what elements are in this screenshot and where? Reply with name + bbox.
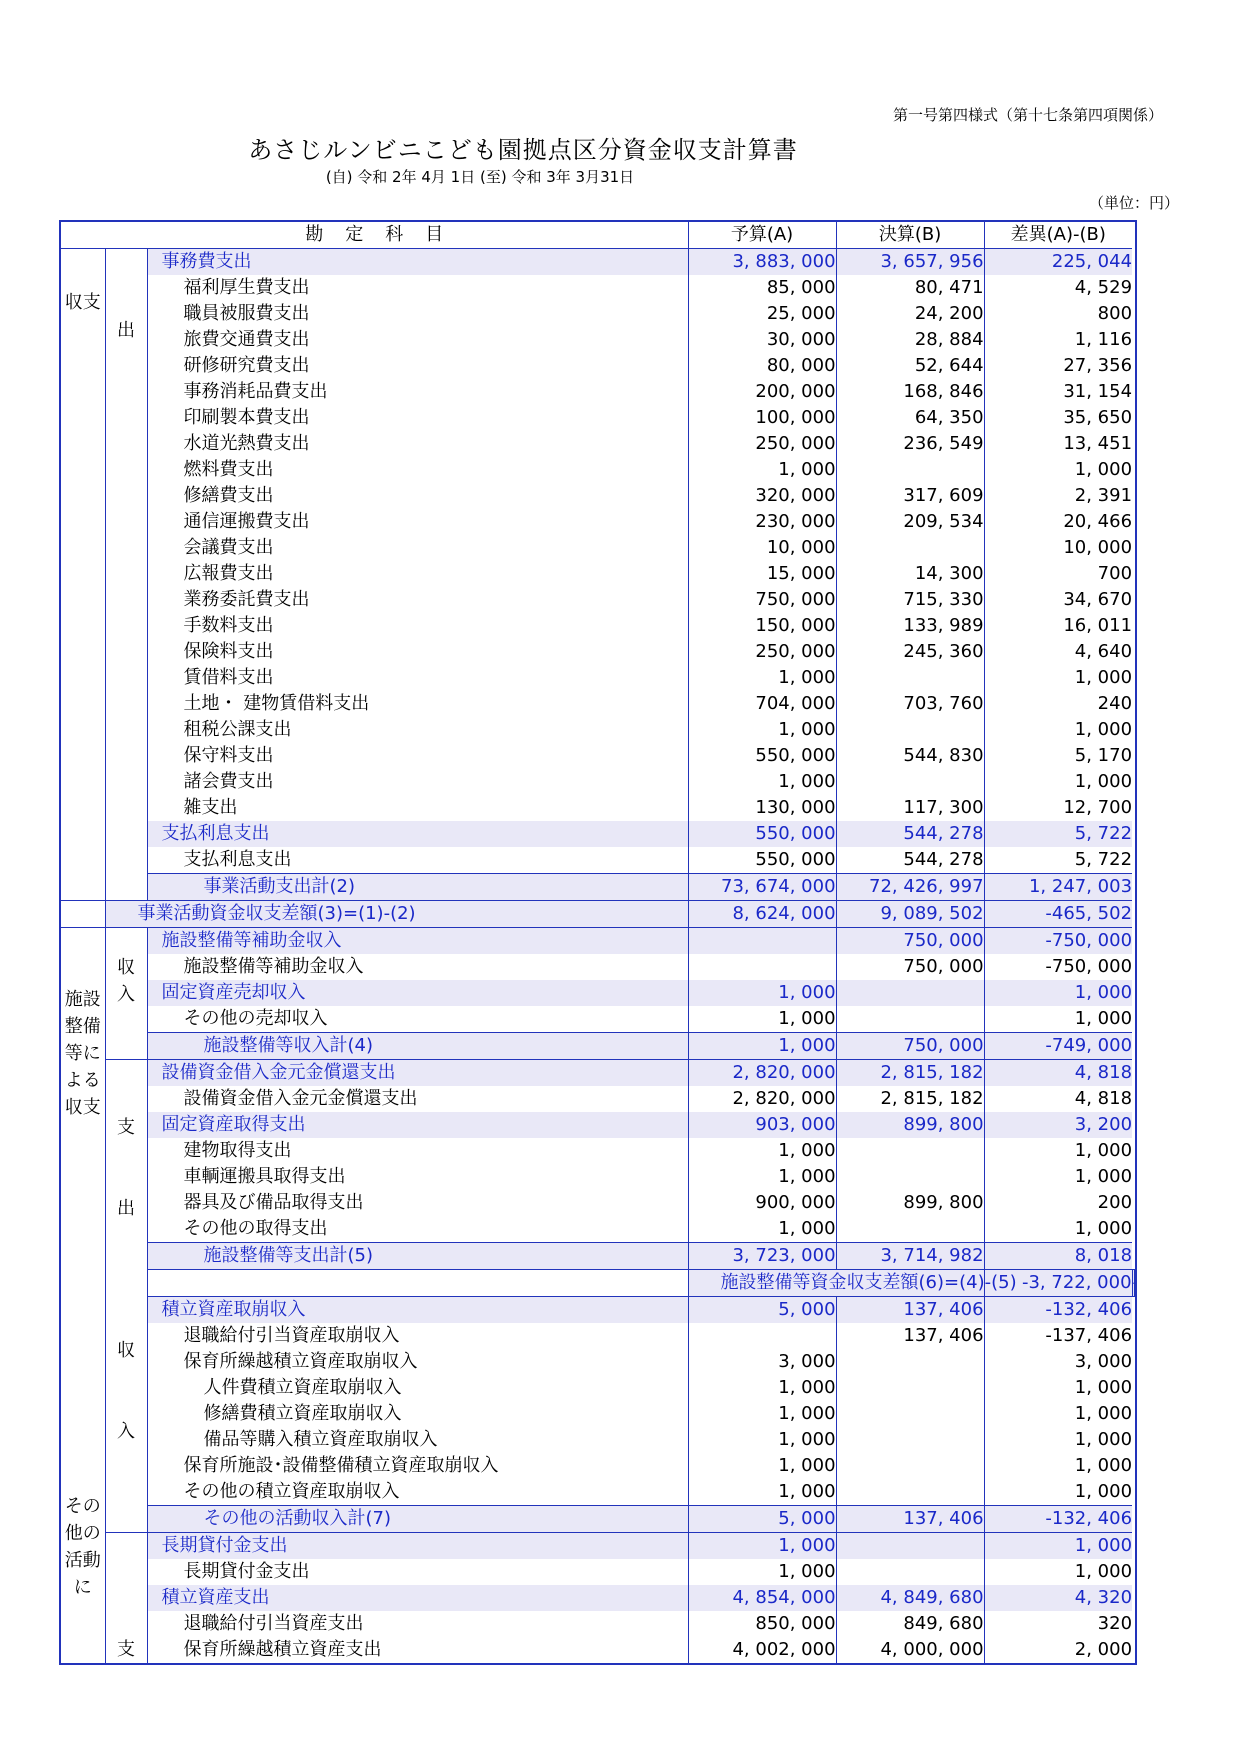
diff-value: -132, 406 bbox=[984, 1297, 1132, 1324]
table-row bbox=[60, 1216, 1136, 1243]
budget-value: 1, 000 bbox=[688, 769, 836, 795]
budget-value: 3, 883, 000 bbox=[688, 249, 836, 276]
diff-value: 3, 000 bbox=[984, 1349, 1132, 1375]
account-label: その他の売却収入 bbox=[183, 1008, 328, 1029]
table-row bbox=[60, 795, 1136, 821]
table-row bbox=[60, 1427, 1136, 1453]
budget-value: 1, 000 bbox=[688, 980, 836, 1006]
diff-value: 1, 000 bbox=[984, 665, 1132, 691]
account-label: 通信運搬費支出 bbox=[183, 511, 310, 532]
budget-value: 30, 000 bbox=[688, 327, 836, 353]
diff-value: 1, 000 bbox=[984, 1559, 1132, 1585]
budget-value: 1, 000 bbox=[688, 1006, 836, 1033]
account-label: 保守料支出 bbox=[183, 745, 274, 766]
budget-value: 100, 000 bbox=[688, 405, 836, 431]
diff-value: 1, 247, 003 bbox=[984, 874, 1132, 901]
budget-value: 1, 000 bbox=[688, 665, 836, 691]
table-row bbox=[60, 1190, 1136, 1216]
table-row bbox=[60, 1401, 1136, 1427]
unit-label: （単位：円） bbox=[1088, 194, 1179, 212]
account-label: 事務費支出 bbox=[147, 249, 688, 276]
actual-value: 236, 549 bbox=[836, 431, 984, 457]
budget-value: 15, 000 bbox=[688, 561, 836, 587]
diff-value: 800 bbox=[984, 301, 1132, 327]
table-row bbox=[60, 353, 1136, 379]
fiscal-period: (自) 令和 2年 4月 1日 (至) 令和 3年 3月31日 bbox=[325, 168, 635, 186]
account-label: 職員被服費支出 bbox=[183, 303, 310, 324]
diff-value: 4, 818 bbox=[984, 1086, 1132, 1112]
diff-value: 225, 044 bbox=[984, 249, 1132, 276]
account-label: 長期貸付金支出 bbox=[147, 1533, 688, 1560]
table-row bbox=[60, 327, 1136, 353]
account-label: 施設整備等補助金収入 bbox=[147, 928, 688, 955]
actual-value: 80, 471 bbox=[836, 275, 984, 301]
table-row bbox=[60, 561, 1136, 587]
diff-value: -750, 000 bbox=[984, 954, 1132, 980]
actual-value: 28, 884 bbox=[836, 327, 984, 353]
diff-value bbox=[1134, 1270, 1136, 1297]
diff-value: 5, 722 bbox=[984, 847, 1132, 874]
actual-value bbox=[836, 457, 984, 483]
budget-value: 320, 000 bbox=[688, 483, 836, 509]
actual-value: 849, 680 bbox=[836, 1611, 984, 1637]
account-label: 修繕費積立資産取崩収入 bbox=[203, 1403, 402, 1424]
budget-value: 5, 000 bbox=[688, 1297, 836, 1324]
header-budget: 予算(A) bbox=[688, 221, 836, 249]
budget-value: 4, 854, 000 bbox=[688, 1585, 836, 1611]
table-row bbox=[60, 1297, 1136, 1324]
diff-value: 1, 000 bbox=[984, 717, 1132, 743]
diff-value: -749, 000 bbox=[984, 1033, 1132, 1060]
actual-value: 2, 815, 182 bbox=[836, 1086, 984, 1112]
account-label: 修繕費支出 bbox=[183, 485, 274, 506]
actual-value: 3, 714, 982 bbox=[836, 1243, 984, 1270]
account-label: 退職給付引当資産支出 bbox=[183, 1613, 364, 1634]
diff-value: -132, 406 bbox=[984, 1506, 1132, 1533]
budget-value: 10, 000 bbox=[688, 535, 836, 561]
account-label: 土地・ 建物賃借料支出 bbox=[183, 693, 370, 714]
budget-value: 903, 000 bbox=[688, 1112, 836, 1138]
account-label: 備品等購入積立資産取崩収入 bbox=[203, 1429, 438, 1450]
table-row bbox=[60, 405, 1136, 431]
actual-value: 2, 815, 182 bbox=[836, 1060, 984, 1087]
budget-value: 1, 000 bbox=[688, 1559, 836, 1585]
actual-value bbox=[836, 665, 984, 691]
table-row bbox=[60, 717, 1136, 743]
diff-value: 1, 000 bbox=[984, 1164, 1132, 1190]
budget-value: 25, 000 bbox=[688, 301, 836, 327]
account-label: 長期貸付金支出 bbox=[183, 1561, 310, 1582]
diff-value: 1, 116 bbox=[984, 327, 1132, 353]
budget-value: 1, 000 bbox=[688, 1375, 836, 1401]
table-row bbox=[60, 954, 1136, 980]
budget-value: 1, 000 bbox=[688, 1427, 836, 1453]
diff-value: 1, 000 bbox=[984, 1453, 1132, 1479]
subtotal-row bbox=[60, 1033, 1136, 1060]
account-label: 広報費支出 bbox=[183, 563, 274, 584]
actual-value: 9, 089, 502 bbox=[836, 901, 984, 928]
budget-value: 73, 674, 000 bbox=[688, 874, 836, 901]
account-label: 退職給付引当資産取崩収入 bbox=[183, 1325, 400, 1346]
account-label: 固定資産売却収入 bbox=[147, 980, 688, 1006]
account-label: 賃借料支出 bbox=[183, 667, 274, 688]
subtotal-row bbox=[60, 1506, 1136, 1533]
actual-value bbox=[836, 1453, 984, 1479]
diff-value: -750, 000 bbox=[984, 928, 1132, 955]
subtotal-row bbox=[60, 874, 1136, 901]
header-account: 勘定科目 bbox=[60, 221, 688, 249]
account-label: その他の取得支出 bbox=[183, 1218, 328, 1239]
diff-value: 27, 356 bbox=[984, 353, 1132, 379]
account-label: 福利厚生費支出 bbox=[183, 277, 310, 298]
budget-value: -3, 722, 000 bbox=[984, 1270, 1132, 1297]
diff-value: 1, 000 bbox=[984, 1138, 1132, 1164]
actual-value: 703, 760 bbox=[836, 691, 984, 717]
header-actual: 決算(B) bbox=[836, 221, 984, 249]
account-label: 積立資産取崩収入 bbox=[147, 1297, 688, 1324]
actual-value: 544, 278 bbox=[836, 847, 984, 874]
actual-value: 4, 849, 680 bbox=[836, 1585, 984, 1611]
actual-value bbox=[836, 1006, 984, 1033]
diff-value: 4, 640 bbox=[984, 639, 1132, 665]
account-label: 会議費支出 bbox=[183, 537, 274, 558]
table-row bbox=[60, 1533, 1136, 1560]
diff-value: -137, 406 bbox=[984, 1323, 1132, 1349]
budget-value: 1, 000 bbox=[688, 1453, 836, 1479]
table-row bbox=[60, 457, 1136, 483]
actual-value: 899, 800 bbox=[836, 1190, 984, 1216]
budget-value: 550, 000 bbox=[688, 821, 836, 847]
diff-value: 5, 722 bbox=[984, 821, 1132, 847]
budget-value: 2, 820, 000 bbox=[688, 1060, 836, 1087]
balance-row bbox=[60, 901, 1136, 928]
actual-value bbox=[836, 1427, 984, 1453]
budget-value: 200, 000 bbox=[688, 379, 836, 405]
table-row bbox=[60, 587, 1136, 613]
diff-value: 1, 000 bbox=[984, 1401, 1132, 1427]
actual-value bbox=[836, 1559, 984, 1585]
actual-value: 14, 300 bbox=[836, 561, 984, 587]
table-row bbox=[60, 1559, 1136, 1585]
account-label: 施設整備等支出計(5) bbox=[147, 1243, 688, 1270]
side-label-shu-nyu-2: 収 入 bbox=[105, 1297, 147, 1533]
balance-row bbox=[60, 1270, 1136, 1297]
diff-value: 10, 000 bbox=[984, 535, 1132, 561]
diff-value: 700 bbox=[984, 561, 1132, 587]
side-label-shushi: 収支 bbox=[60, 249, 105, 901]
actual-value bbox=[836, 535, 984, 561]
actual-value bbox=[836, 1216, 984, 1243]
account-label: 事業活動資金収支差額(3)=(1)-(2) bbox=[105, 901, 688, 928]
table-row bbox=[60, 1060, 1136, 1087]
table-row bbox=[60, 1637, 1136, 1664]
account-label: 事務消耗品費支出 bbox=[183, 381, 328, 402]
account-label: 積立資産支出 bbox=[147, 1585, 688, 1611]
budget-value: 704, 000 bbox=[688, 691, 836, 717]
budget-value: 1, 000 bbox=[688, 1033, 836, 1060]
budget-value: 8, 624, 000 bbox=[688, 901, 836, 928]
budget-value: 3, 000 bbox=[688, 1349, 836, 1375]
budget-value: 250, 000 bbox=[688, 431, 836, 457]
diff-value: -465, 502 bbox=[984, 901, 1132, 928]
budget-value: 80, 000 bbox=[688, 353, 836, 379]
budget-value: 1, 000 bbox=[688, 1401, 836, 1427]
actual-value bbox=[836, 1479, 984, 1506]
diff-value: 200 bbox=[984, 1190, 1132, 1216]
account-label: 事業活動支出計(2) bbox=[147, 874, 688, 901]
actual-value bbox=[836, 1401, 984, 1427]
account-label: 車輌運搬具取得支出 bbox=[183, 1166, 346, 1187]
actual-value: 899, 800 bbox=[836, 1112, 984, 1138]
actual-value: 168, 846 bbox=[836, 379, 984, 405]
actual-value: 3, 657, 956 bbox=[836, 249, 984, 276]
actual-value: 750, 000 bbox=[836, 928, 984, 955]
diff-value: 240 bbox=[984, 691, 1132, 717]
diff-value: 1, 000 bbox=[984, 769, 1132, 795]
account-label: 保険料支出 bbox=[183, 641, 274, 662]
account-label: 諸会費支出 bbox=[183, 771, 274, 792]
table-row bbox=[60, 821, 1136, 847]
account-label: 燃料費支出 bbox=[183, 459, 274, 480]
table-row bbox=[60, 743, 1136, 769]
actual-value bbox=[836, 1138, 984, 1164]
table-row bbox=[60, 928, 1136, 955]
actual-value: 750, 000 bbox=[836, 1033, 984, 1060]
budget-value: 1, 000 bbox=[688, 1216, 836, 1243]
account-label: 設備資金借入金元金償還支出 bbox=[183, 1088, 418, 1109]
budget-value: 230, 000 bbox=[688, 509, 836, 535]
budget-value: 2, 820, 000 bbox=[688, 1086, 836, 1112]
table-row bbox=[60, 1585, 1136, 1611]
account-label: 保育所繰越積立資産支出 bbox=[183, 1639, 382, 1660]
table-row bbox=[60, 613, 1136, 639]
actual-value: 24, 200 bbox=[836, 301, 984, 327]
table-row bbox=[60, 509, 1136, 535]
diff-value: 34, 670 bbox=[984, 587, 1132, 613]
budget-value: 1, 000 bbox=[688, 1533, 836, 1560]
account-label: 水道光熱費支出 bbox=[183, 433, 310, 454]
account-label: 施設整備等資金収支差額(6)=(4)-(5) bbox=[688, 1270, 984, 1297]
account-label: 支払利息支出 bbox=[147, 821, 688, 847]
cash-flow-table bbox=[59, 220, 1137, 1665]
account-label: 建物取得支出 bbox=[183, 1140, 292, 1161]
table-row bbox=[60, 249, 1136, 276]
side-label-sonota: その他の活動に bbox=[60, 1297, 105, 1665]
account-label: 租税公課支出 bbox=[183, 719, 292, 740]
diff-value: 1, 000 bbox=[984, 1479, 1132, 1506]
budget-value: 900, 000 bbox=[688, 1190, 836, 1216]
account-label: 雑支出 bbox=[183, 797, 238, 818]
actual-value: 64, 350 bbox=[836, 405, 984, 431]
diff-value: 5, 170 bbox=[984, 743, 1132, 769]
actual-value: 72, 426, 997 bbox=[836, 874, 984, 901]
budget-value bbox=[688, 954, 836, 980]
budget-value bbox=[688, 928, 836, 955]
table-row bbox=[60, 1479, 1136, 1506]
diff-value: 1, 000 bbox=[984, 457, 1132, 483]
diff-value: 16, 011 bbox=[984, 613, 1132, 639]
actual-value: 117, 300 bbox=[836, 795, 984, 821]
account-label: 手数料支出 bbox=[183, 615, 274, 636]
account-label: 保育所繰越積立資産取崩収入 bbox=[183, 1351, 418, 1372]
actual-value: 133, 989 bbox=[836, 613, 984, 639]
table-row bbox=[60, 1164, 1136, 1190]
budget-value: 1, 000 bbox=[688, 717, 836, 743]
account-label: 業務委託費支出 bbox=[183, 589, 310, 610]
account-label: 研修研究費支出 bbox=[183, 355, 310, 376]
actual-value bbox=[836, 769, 984, 795]
diff-value: 20, 466 bbox=[984, 509, 1132, 535]
diff-value: 1, 000 bbox=[984, 1533, 1132, 1560]
budget-value: 1, 000 bbox=[688, 1164, 836, 1190]
budget-value: 1, 000 bbox=[688, 1479, 836, 1506]
table-row bbox=[60, 1006, 1136, 1033]
form-number: 第一号第四様式（第十七条第四項関係） bbox=[892, 106, 1163, 124]
budget-value: 1, 000 bbox=[688, 1138, 836, 1164]
actual-value: 317, 609 bbox=[836, 483, 984, 509]
diff-value: 4, 529 bbox=[984, 275, 1132, 301]
budget-value: 4, 002, 000 bbox=[688, 1637, 836, 1664]
table-row bbox=[60, 847, 1136, 874]
table-row bbox=[60, 1323, 1136, 1349]
actual-value: 52, 644 bbox=[836, 353, 984, 379]
actual-value bbox=[836, 1533, 984, 1560]
table-row bbox=[60, 980, 1136, 1006]
table-row bbox=[60, 535, 1136, 561]
budget-value: 130, 000 bbox=[688, 795, 836, 821]
diff-value: 320 bbox=[984, 1611, 1132, 1637]
table-row bbox=[60, 379, 1136, 405]
diff-value: 8, 018 bbox=[984, 1243, 1132, 1270]
actual-value: 245, 360 bbox=[836, 639, 984, 665]
table-row bbox=[60, 1375, 1136, 1401]
side-label-shutsu: 出 bbox=[105, 249, 147, 901]
side-label-shisetsu: 施設整備等による収支 bbox=[60, 928, 105, 1297]
budget-value: 250, 000 bbox=[688, 639, 836, 665]
budget-value: 850, 000 bbox=[688, 1611, 836, 1637]
diff-value: 12, 700 bbox=[984, 795, 1132, 821]
table-row bbox=[60, 769, 1136, 795]
actual-value: 544, 830 bbox=[836, 743, 984, 769]
account-label: 人件費積立資産取崩収入 bbox=[203, 1377, 402, 1398]
diff-value: 1, 000 bbox=[984, 1006, 1132, 1033]
budget-value: 3, 723, 000 bbox=[688, 1243, 836, 1270]
actual-value: 715, 330 bbox=[836, 587, 984, 613]
table-row bbox=[60, 1611, 1136, 1637]
table-row bbox=[60, 1453, 1136, 1479]
table-row bbox=[60, 1112, 1136, 1138]
table-row bbox=[60, 1086, 1136, 1112]
account-label: その他の積立資産取崩収入 bbox=[183, 1481, 400, 1502]
account-label: その他の活動収入計(7) bbox=[147, 1506, 688, 1533]
budget-value: 85, 000 bbox=[688, 275, 836, 301]
actual-value bbox=[836, 717, 984, 743]
budget-value: 5, 000 bbox=[688, 1506, 836, 1533]
actual-value: 137, 406 bbox=[836, 1506, 984, 1533]
diff-value: 2, 391 bbox=[984, 483, 1132, 509]
account-label: 旅費交通費支出 bbox=[183, 329, 310, 350]
actual-value: 4, 000, 000 bbox=[836, 1637, 984, 1664]
diff-value: 3, 200 bbox=[984, 1112, 1132, 1138]
actual-value bbox=[836, 1349, 984, 1375]
diff-value: 31, 154 bbox=[984, 379, 1132, 405]
diff-value: 2, 000 bbox=[984, 1637, 1132, 1664]
account-label: 支払利息支出 bbox=[183, 849, 292, 870]
actual-value: 544, 278 bbox=[836, 821, 984, 847]
actual-value bbox=[836, 1164, 984, 1190]
diff-value: 35, 650 bbox=[984, 405, 1132, 431]
table-row bbox=[60, 1138, 1136, 1164]
actual-value bbox=[836, 1375, 984, 1401]
account-label: 器具及び備品取得支出 bbox=[183, 1192, 364, 1213]
actual-value: 137, 406 bbox=[836, 1323, 984, 1349]
account-label: 施設整備等補助金収入 bbox=[183, 956, 364, 977]
account-label: 保育所施設･設備整備積立資産取崩収入 bbox=[183, 1455, 499, 1476]
diff-value: 1, 000 bbox=[984, 1375, 1132, 1401]
table-row bbox=[60, 665, 1136, 691]
budget-value: 550, 000 bbox=[688, 847, 836, 874]
budget-value: 750, 000 bbox=[688, 587, 836, 613]
budget-value: 1, 000 bbox=[688, 457, 836, 483]
side-label-shi-shutsu: 支 出 bbox=[105, 1060, 147, 1297]
budget-value: 150, 000 bbox=[688, 613, 836, 639]
side-label-shi: 支 bbox=[105, 1533, 147, 1665]
actual-value: 750, 000 bbox=[836, 954, 984, 980]
budget-value bbox=[688, 1323, 836, 1349]
diff-value: 4, 818 bbox=[984, 1060, 1132, 1087]
side-label-shu-nyu: 収 入 bbox=[105, 928, 147, 1060]
diff-value: 1, 000 bbox=[984, 980, 1132, 1006]
table-row bbox=[60, 691, 1136, 717]
document-title: あさじルンビニこども園拠点区分資金収支計算書 bbox=[248, 136, 798, 164]
diff-value: 1, 000 bbox=[984, 1216, 1132, 1243]
account-label: 固定資産取得支出 bbox=[147, 1112, 688, 1138]
account-label: 施設整備等収入計(4) bbox=[147, 1033, 688, 1060]
diff-value: 1, 000 bbox=[984, 1427, 1132, 1453]
actual-value: 137, 406 bbox=[836, 1297, 984, 1324]
table-row bbox=[60, 639, 1136, 665]
account-label: 印刷製本費支出 bbox=[183, 407, 310, 428]
diff-value: 4, 320 bbox=[984, 1585, 1132, 1611]
actual-value bbox=[836, 980, 984, 1006]
table-row bbox=[60, 431, 1136, 457]
account-label: 設備資金借入金元金償還支出 bbox=[147, 1060, 688, 1087]
table-row bbox=[60, 275, 1136, 301]
budget-value: 550, 000 bbox=[688, 743, 836, 769]
table-row bbox=[60, 483, 1136, 509]
header-diff: 差異(A)-(B) bbox=[984, 221, 1132, 249]
diff-value: 13, 451 bbox=[984, 431, 1132, 457]
table-row bbox=[60, 1349, 1136, 1375]
table-header bbox=[60, 221, 1136, 249]
actual-value: 209, 534 bbox=[836, 509, 984, 535]
subtotal-row bbox=[60, 1243, 1136, 1270]
table-row bbox=[60, 301, 1136, 327]
